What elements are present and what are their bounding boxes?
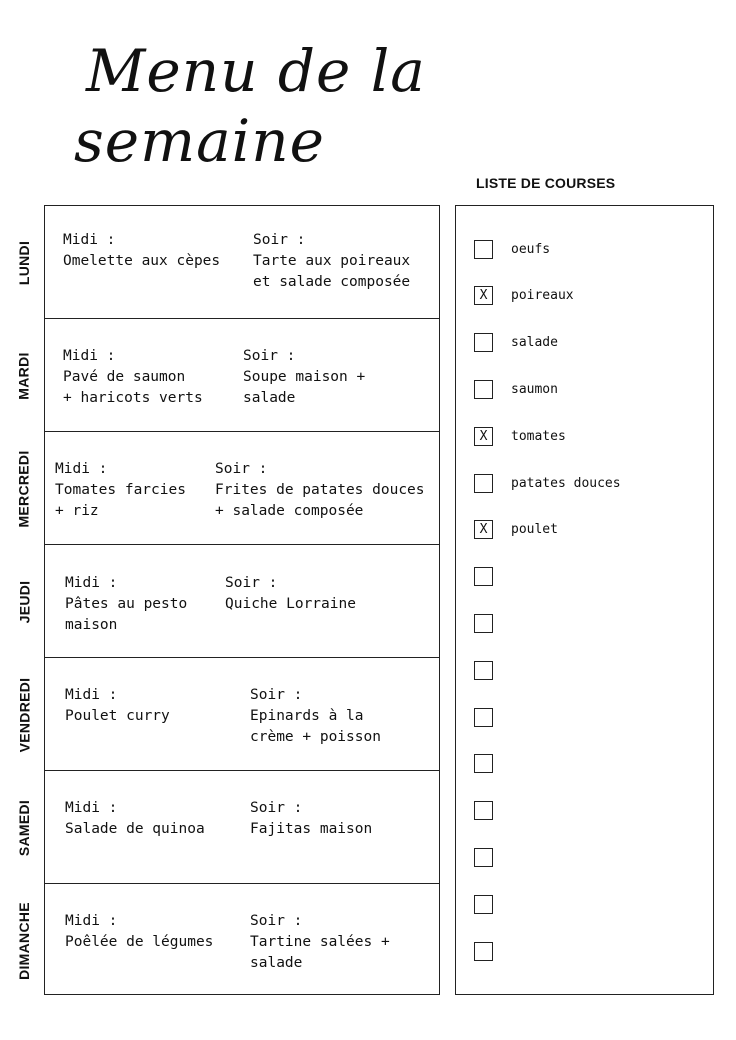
soir-meal [215,459,425,522]
shopping-list-item [474,425,566,447]
soir-meal [250,685,381,748]
shopping-list-item [474,566,493,588]
page-title-line-1: Menu de la [86,37,426,105]
day-name: SAMEDI [16,799,32,856]
checkbox[interactable]: X [474,427,493,446]
shopping-list-item [474,893,493,915]
midi-label: Midi : [55,461,108,477]
shopping-list-item [474,940,493,962]
day-name: VENDREDI [16,677,32,752]
shopping-list-item [474,612,493,634]
midi-meal [65,911,213,953]
shopping-list-item [474,706,493,728]
soir-dish: Tartine salées + salade [250,934,390,971]
checkbox[interactable] [474,848,493,867]
checkbox[interactable] [474,942,493,961]
day-name: MARDI [16,351,33,400]
shopping-list-item [474,378,558,400]
checkbox[interactable]: X [474,286,493,305]
shopping-item-label: oeufs [511,241,551,257]
shopping-list [455,205,714,995]
soir-dish: Fajitas maison [250,821,373,837]
midi-dish: Pâtes au pesto maison [65,596,188,633]
midi-dish: Tomates farcies + riz [55,482,186,519]
midi-meal [65,798,205,840]
weekly-menu-table [16,205,440,995]
shopping-item-label: tomates [511,428,566,444]
midi-dish: Salade de quinoa [65,821,205,837]
shopping-list-item [474,659,493,681]
day-label [7,884,41,997]
soir-dish: Quiche Lorraine [225,596,356,612]
soir-dish: Tarte aux poireaux et salade composée [253,253,411,290]
shopping-item-label: poulet [511,522,558,538]
day-label [7,545,41,658]
checkbox[interactable] [474,895,493,914]
day-label [7,319,41,432]
soir-meal [253,230,410,293]
midi-dish: Poêlée de légumes [65,934,214,950]
midi-label: Midi : [65,575,118,591]
checkbox[interactable] [474,754,493,773]
shopping-list-item [474,285,574,307]
shopping-item-label: saumon [511,381,558,397]
midi-label: Midi : [63,232,116,248]
midi-meal [65,685,170,727]
soir-dish: Soupe maison + salade [243,369,366,406]
day-row [16,319,439,432]
midi-dish: Omelette aux cèpes [63,253,221,269]
day-row [16,884,439,997]
shopping-list-item [474,332,558,354]
day-row [16,771,439,884]
shopping-item-label: patates douces [511,475,621,491]
shopping-list-item [474,472,621,494]
soir-label: Soir : [243,348,296,364]
soir-label: Soir : [250,687,303,703]
soir-label: Soir : [250,913,303,929]
day-label [7,432,41,545]
day-name: JEUDI [16,580,33,623]
midi-dish: Pavé de saumon + haricots verts [63,369,203,406]
midi-label: Midi : [65,687,118,703]
day-name: MERCREDI [16,449,33,528]
day-label [7,658,41,771]
midi-label: Midi : [65,913,118,929]
midi-meal [63,346,203,409]
soir-dish: Epinards à la crème + poisson [250,708,381,745]
shopping-item-label: salade [511,335,558,351]
soir-meal [250,798,372,840]
shopping-list-heading: LISTE DE COURSES [476,175,616,191]
midi-meal [65,573,187,636]
day-name: DIMANCHE [16,901,32,980]
checkbox[interactable]: X [474,520,493,539]
day-label [7,771,41,884]
day-label [7,206,41,319]
midi-meal [55,459,186,522]
page-title-line-2: semaine [74,107,325,175]
checkbox[interactable] [474,240,493,259]
soir-label: Soir : [250,800,303,816]
checkbox[interactable] [474,567,493,586]
shopping-item-label: poireaux [511,288,574,304]
shopping-list-item [474,800,493,822]
midi-dish: Poulet curry [65,708,170,724]
soir-meal [243,346,365,409]
day-row [16,206,439,319]
checkbox[interactable] [474,708,493,727]
checkbox[interactable] [474,661,493,680]
day-name: LUNDI [16,240,32,285]
midi-label: Midi : [63,348,116,364]
day-row [16,432,439,545]
midi-meal [63,230,220,272]
midi-label: Midi : [65,800,118,816]
soir-label: Soir : [225,575,278,591]
checkbox[interactable] [474,474,493,493]
day-row [16,658,439,771]
checkbox[interactable] [474,333,493,352]
soir-label: Soir : [253,232,306,248]
checkbox[interactable] [474,801,493,820]
shopping-list-item [474,753,493,775]
soir-meal [250,911,390,974]
soir-dish: Frites de patates douces + salade composée [215,482,425,519]
shopping-list-item [474,519,558,541]
soir-meal [225,573,356,615]
day-row [16,545,439,658]
soir-label: Soir : [215,461,268,477]
checkbox[interactable] [474,380,493,399]
shopping-list-item [474,846,493,868]
checkbox[interactable] [474,614,493,633]
shopping-list-item [474,238,550,260]
